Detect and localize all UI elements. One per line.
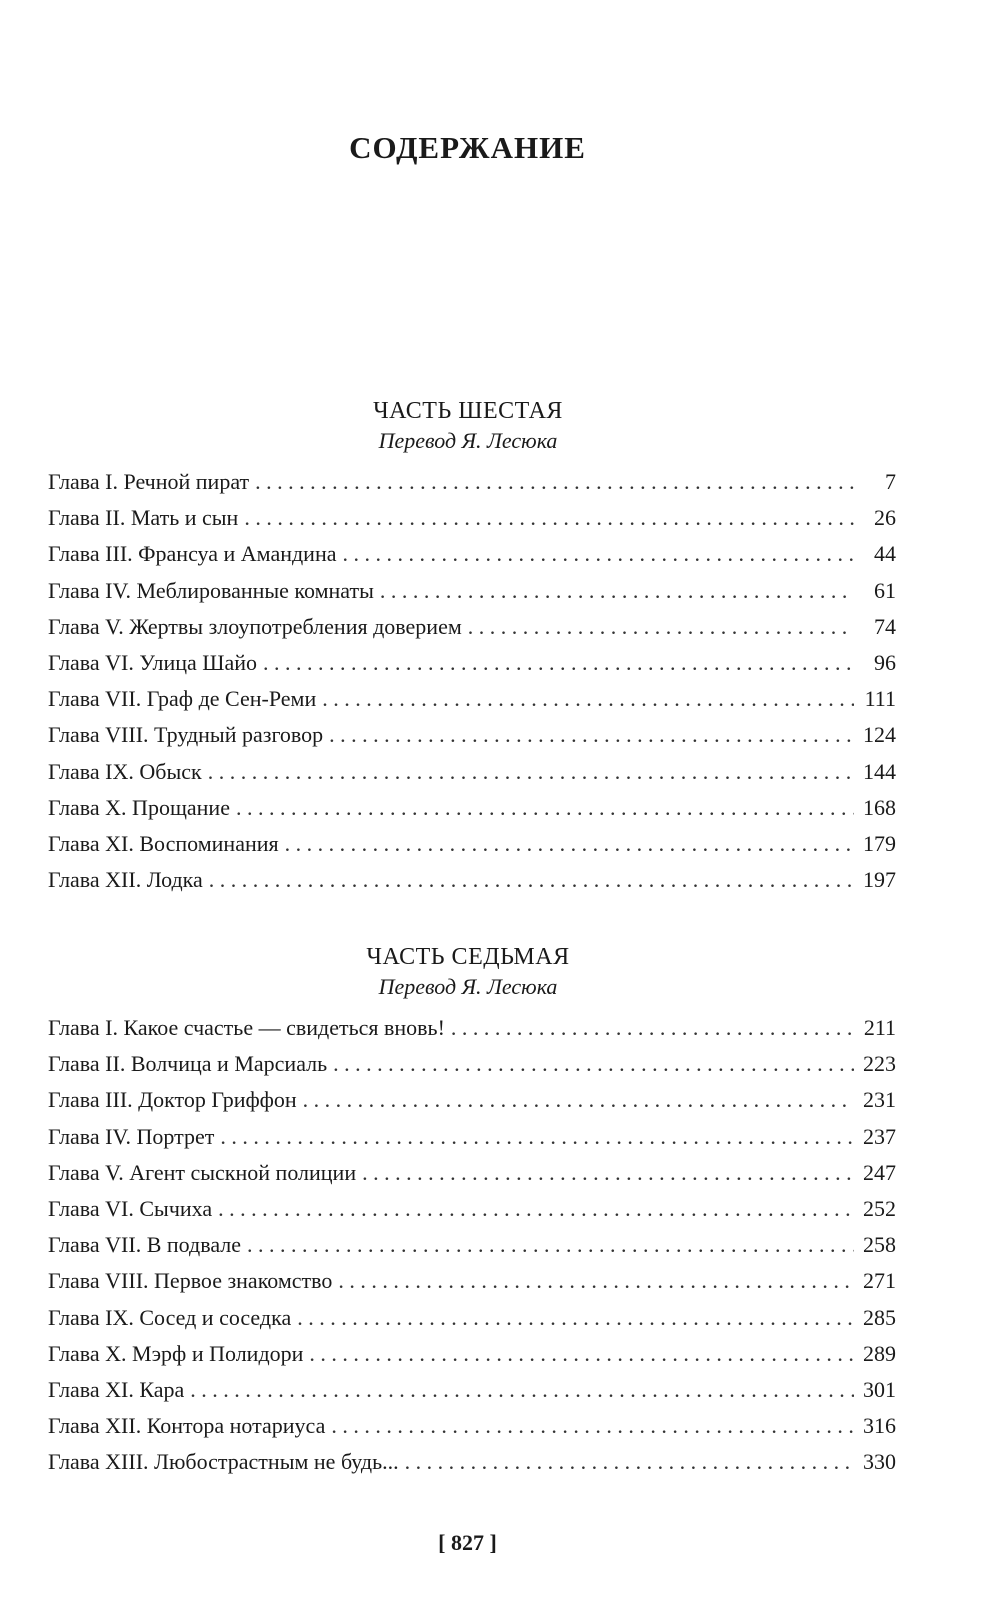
toc-entry-title: Глава IX. Обыск [48,758,202,784]
part-heading: ЧАСТЬ СЕДЬМАЯ [366,944,570,970]
dot-leader [309,1336,854,1372]
toc-entry-page: 252 [863,1195,896,1221]
toc-entry [48,1300,896,1336]
dot-leader [209,862,854,898]
toc-entry-page: 124 [863,722,896,748]
toc-entry-page: 301 [863,1376,896,1402]
dot-leader [263,645,854,681]
toc-entry-page: 223 [863,1051,896,1077]
toc-entry-title: Глава IV. Портрет [48,1123,215,1149]
toc-entry [48,717,896,753]
dot-leader [190,1372,854,1408]
toc-entry [48,1227,896,1263]
toc-entry-page: 61 [874,577,896,603]
dot-leader [405,1444,854,1480]
dot-leader [303,1082,854,1118]
toc-entry [48,609,896,645]
toc-entry [48,464,896,500]
toc-entry [48,1444,896,1480]
toc-entry-page: 289 [863,1340,896,1366]
toc-entry [48,1372,896,1408]
toc-entry-page: 179 [863,830,896,856]
toc-entry-page: 258 [863,1232,896,1258]
toc-entry-title: Глава VII. В подвале [48,1232,242,1258]
toc-entry [48,1155,896,1191]
toc-entry-page: 168 [863,794,896,820]
toc-entry-page: 197 [863,867,896,893]
toc-entry [48,1010,896,1046]
toc-entry-title: Глава X. Мэрф и Полидори [48,1340,304,1366]
part-seven [48,942,896,1480]
toc-list [48,1010,896,1480]
toc-entry-page: 7 [885,469,896,494]
toc-entry [48,1408,896,1444]
toc-entry-title: Глава XI. Кара [48,1376,185,1402]
part-translator: Перевод Я. Лесюка [378,974,558,999]
toc-entry-page: 96 [874,649,896,675]
toc-entry-page: 231 [863,1087,896,1113]
toc-entry-page: 74 [874,613,896,639]
toc-entry-title: Глава II. Волчица и Марсиаль [48,1051,328,1077]
toc-entry-title: Глава XI. Воспоминания [48,830,279,856]
toc-entry [48,500,896,536]
toc-entry-page: 44 [874,541,896,567]
dot-leader [220,1119,854,1155]
part-six [48,396,896,898]
toc-entry-page: 271 [863,1268,896,1294]
dot-leader [218,1191,854,1227]
toc-entry-page: 247 [863,1159,896,1185]
toc-entry-title: Глава IX. Сосед и соседка [48,1304,292,1330]
dot-leader [338,1263,854,1299]
toc-entry [48,681,896,717]
part-translator: Перевод Я. Лесюка [378,428,558,453]
page-title: СОДЕРЖАНИЕ [349,130,586,165]
toc-entry-page: 211 [863,1015,896,1040]
toc-entry-title: Глава I. Речной пират [48,469,250,494]
toc-entry-title: Глава VIII. Первое знакомство [48,1268,333,1294]
toc-entry-title: Глава VII. Граф де Сен-Реми [48,686,317,712]
toc-entry-page: 285 [863,1304,896,1330]
toc-entry [48,1336,896,1372]
toc-entry-page: 144 [863,758,896,784]
dot-leader [247,1227,854,1263]
toc-entry [48,645,896,681]
toc-entry-title: Глава I. Какое счастье — свидеться вновь! [48,1015,445,1040]
toc-entry [48,573,896,609]
dot-leader [451,1010,854,1046]
toc-entry-title: Глава IV. Меблированные комнаты [48,577,374,603]
toc-entry [48,1191,896,1227]
dot-leader [333,1046,854,1082]
dot-leader [322,681,854,717]
toc-entry [48,1046,896,1082]
dot-leader [255,464,854,500]
toc-entry-page: 111 [864,686,896,712]
dot-leader [380,573,854,609]
dot-leader [208,754,854,790]
dot-leader [468,609,854,645]
toc-entry [48,1082,896,1118]
toc-entry-page: 316 [863,1413,896,1439]
toc-entry-title: Глава III. Франсуа и Амандина [48,541,337,567]
toc-entry [48,862,896,898]
dot-leader [329,717,854,753]
toc-entry [48,754,896,790]
dot-leader [236,790,854,826]
dot-leader [285,826,854,862]
toc-entry-title: Глава X. Прощание [48,794,230,820]
toc-entry-title: Глава II. Мать и сын [48,505,239,531]
toc-entry-title: Глава V. Жертвы злоупотребления доверием [48,613,462,639]
toc-entry [48,826,896,862]
page-number: [ 827 ] [438,1530,497,1555]
toc-entry [48,536,896,572]
dot-leader [331,1408,854,1444]
toc-entry-title: Глава XII. Контора нотариуса [48,1413,326,1439]
dot-leader [297,1300,854,1336]
part-heading: ЧАСТЬ ШЕСТАЯ [373,398,563,424]
toc-list [48,464,896,898]
toc-entry-page: 26 [874,505,896,531]
toc-entry-page: 330 [863,1449,896,1475]
dot-leader [362,1155,854,1191]
toc-entry-page: 237 [863,1123,896,1149]
toc-entry-title: Глава III. Доктор Гриффон [48,1087,297,1113]
toc-entry-title: Глава XIII. Любострастным не будь... [48,1449,399,1475]
toc-entry [48,1263,896,1299]
toc-entry-title: Глава XII. Лодка [48,867,203,893]
dot-leader [244,500,854,536]
toc-entry-title: Глава V. Агент сыскной полиции [48,1159,357,1185]
toc-entry [48,1119,896,1155]
toc-entry-title: Глава VI. Сычиха [48,1195,213,1221]
toc-entry-title: Глава VIII. Трудный разговор [48,722,324,748]
dot-leader [343,536,855,572]
toc-entry [48,790,896,826]
toc-entry-title: Глава VI. Улица Шайо [48,649,257,675]
